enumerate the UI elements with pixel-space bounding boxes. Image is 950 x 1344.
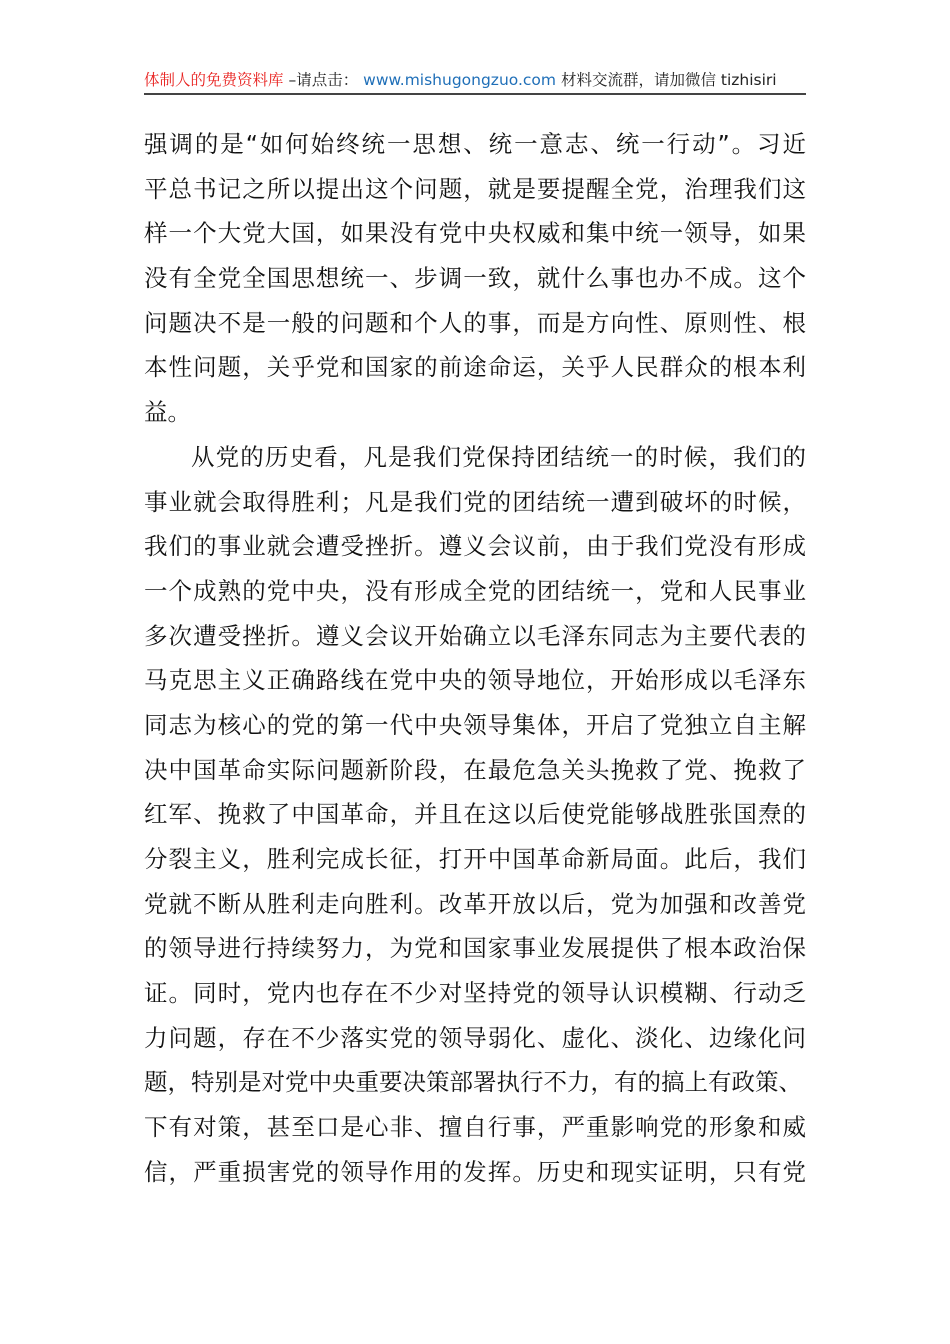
text-line: 没有全党全国思想统一、步调一致，就什么事也办不成。这个 [144,264,806,293]
text-line: 强调的是“如何始终统一思想、统一意志、统一行动”。习近 [144,130,806,158]
text-line: 题，特别是对党中央重要决策部署执行不力，有的搞上有政策、 [144,1068,802,1097]
text-line: 力问题，存在不少落实党的领导弱化、虚化、淡化、边缘化问 [144,1023,806,1052]
text-line: 事业就会取得胜利；凡是我们党的团结统一遭到破坏的时候， [144,487,806,516]
text-line: 问题决不是一般的问题和个人的事，而是方向性、原则性、根 [144,308,806,337]
site-name: 体制人的免费资料库 [144,71,284,89]
header-divider [144,93,806,95]
text-line: 红军、挽救了中国革命，并且在这以后使党能够战胜张国焘的 [144,800,806,829]
text-line: 马克思主义正确路线在党中央的领导地位，开始形成以毛泽东 [144,666,806,695]
text-line: 分裂主义，胜利完成长征，打开中国革命新局面。此后，我们 [144,845,806,873]
text-line: 平总书记之所以提出这个问题，就是要提醒全党，治理我们这 [144,174,806,203]
text-line: 决中国革命实际问题新阶段，在最危急关头挽救了党、挽救了 [144,755,806,784]
header-suffix: 材料交流群，请加微信 tizhisiri [560,71,777,89]
text-line: 多次遭受挫折。遵义会议开始确立以毛泽东同志为主要代表的 [144,621,806,650]
text-line: 本性问题，关乎党和国家的前途命运，关乎人民群众的根本利 [144,353,806,382]
text-line: 党就不断从胜利走向胜利。改革开放以后，党为加强和改善党 [144,889,806,918]
text-line: 证。同时，党内也存在不少对坚持党的领导认识模糊、行动乏 [144,979,806,1008]
site-link[interactable]: www.mishugongzuo.com [363,71,557,89]
text-line: 我们的事业就会遭受挫折。遵义会议前，由于我们党没有形成 [144,532,806,561]
header-prompt: –请点击： [288,71,359,89]
text-line: 信，严重损害党的领导作用的发挥。历史和现实证明，只有党 [144,1157,806,1186]
text-line: 益。 [144,398,191,427]
text-line: 下有对策，甚至口是心非、擅自行事，严重影响党的形象和威 [144,1113,806,1142]
text-line: 的领导进行持续努力，为党和国家事业发展提供了根本政治保 [144,934,806,963]
text-line: 样一个大党大国，如果没有党中央权威和集中统一领导，如果 [144,219,806,248]
text-line: 同志为核心的党的第一代中央领导集体，开启了党独立自主解 [144,710,806,739]
text-line: 一个成熟的党中央，没有形成全党的团结统一，党和人民事业 [144,576,806,605]
text-line: 从党的历史看，凡是我们党保持团结统一的时候，我们的 [191,442,806,471]
document-body [144,122,806,1195]
page-header [144,68,806,92]
